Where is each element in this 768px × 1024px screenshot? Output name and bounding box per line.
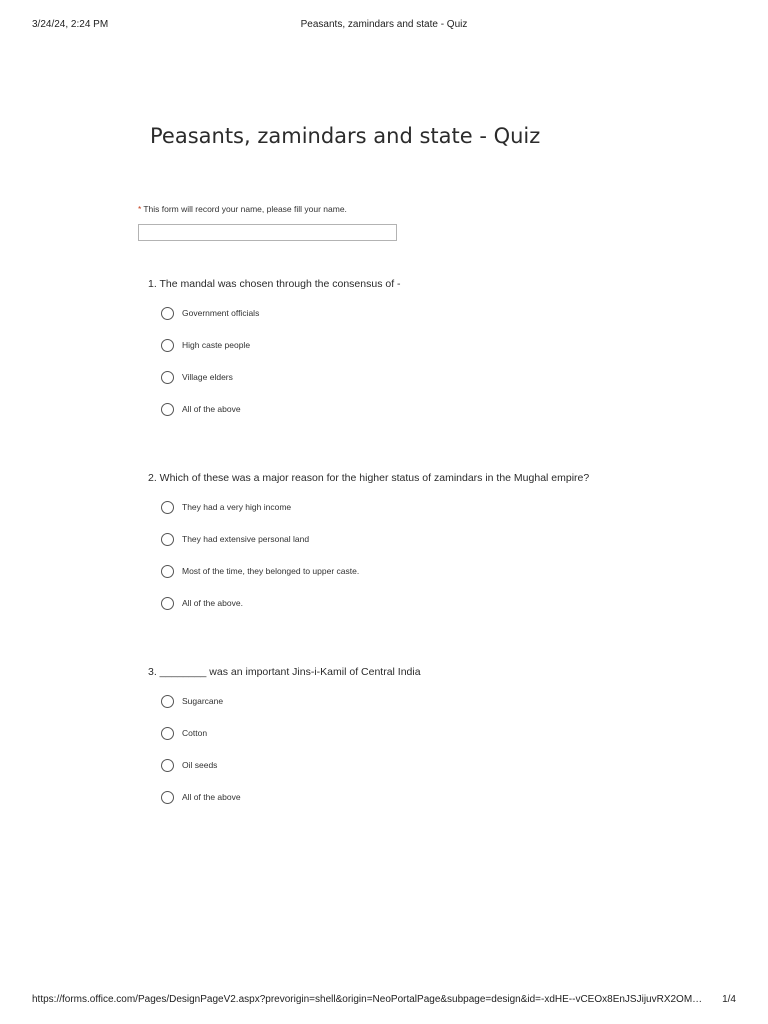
option[interactable] xyxy=(148,339,708,371)
option[interactable] xyxy=(148,501,708,533)
option[interactable] xyxy=(148,403,708,435)
option[interactable] xyxy=(148,533,708,565)
radio-circle-icon[interactable] xyxy=(161,403,174,416)
option-label: Village elders xyxy=(182,372,233,382)
option-label: Oil seeds xyxy=(182,760,218,770)
print-url: https://forms.office.com/Pages/DesignPageV2.aspx?prevorigin=shell&origin=NeoPortalPage&subpage=design&id=-xdHE--vCEOx8EnJSJijuvRX2OM… xyxy=(32,994,703,1005)
question-text: 1. The mandal was chosen through the consensus of - xyxy=(148,278,401,290)
option[interactable] xyxy=(148,727,708,759)
question-2 xyxy=(148,471,708,629)
name-input[interactable] xyxy=(138,224,397,241)
page-number: 1/4 xyxy=(722,994,736,1005)
form-title: Peasants, zamindars and state - Quiz xyxy=(150,124,541,148)
option[interactable] xyxy=(148,759,708,791)
option-label: High caste people xyxy=(182,340,251,350)
option-label: Government officials xyxy=(182,308,260,318)
print-header xyxy=(32,19,736,33)
question-text: 2. Which of these was a major reason for the higher status of zamindars in the Mughal empire? xyxy=(148,472,590,484)
name-notice-text: This form will record your name, please fill your name. xyxy=(143,204,347,214)
radio-circle-icon[interactable] xyxy=(161,339,174,352)
option[interactable] xyxy=(148,307,708,339)
options-group xyxy=(148,307,708,435)
radio-circle-icon[interactable] xyxy=(161,695,174,708)
question-1 xyxy=(148,277,708,435)
radio-circle-icon[interactable] xyxy=(161,371,174,384)
option-label: Cotton xyxy=(182,728,208,738)
option-label: They had a very high income xyxy=(182,502,292,512)
option[interactable] xyxy=(148,565,708,597)
radio-circle-icon[interactable] xyxy=(161,597,174,610)
option-label: They had extensive personal land xyxy=(182,534,310,544)
option[interactable] xyxy=(148,371,708,403)
radio-circle-icon[interactable] xyxy=(161,501,174,514)
name-notice xyxy=(138,204,347,214)
print-date: 3/24/24, 2:24 PM xyxy=(32,19,109,30)
question-3 xyxy=(148,665,708,823)
option-label: All of the above xyxy=(182,792,241,802)
option-label: Most of the time, they belonged to upper caste. xyxy=(182,566,360,576)
options-group xyxy=(148,501,708,629)
required-marker: * xyxy=(138,204,142,214)
print-page-title: Peasants, zamindars and state - Quiz xyxy=(300,19,468,30)
option[interactable] xyxy=(148,791,708,823)
question-text: 3. ________ was an important Jins-i-Kamil of Central India xyxy=(148,666,421,678)
option-label: All of the above. xyxy=(182,598,243,608)
radio-circle-icon[interactable] xyxy=(161,727,174,740)
option[interactable] xyxy=(148,695,708,727)
options-group xyxy=(148,695,708,823)
radio-circle-icon[interactable] xyxy=(161,759,174,772)
option-label: All of the above xyxy=(182,404,241,414)
option[interactable] xyxy=(148,597,708,629)
print-footer xyxy=(32,994,736,1008)
radio-circle-icon[interactable] xyxy=(161,307,174,320)
radio-circle-icon[interactable] xyxy=(161,791,174,804)
radio-circle-icon[interactable] xyxy=(161,565,174,578)
radio-circle-icon[interactable] xyxy=(161,533,174,546)
option-label: Sugarcane xyxy=(182,696,224,706)
